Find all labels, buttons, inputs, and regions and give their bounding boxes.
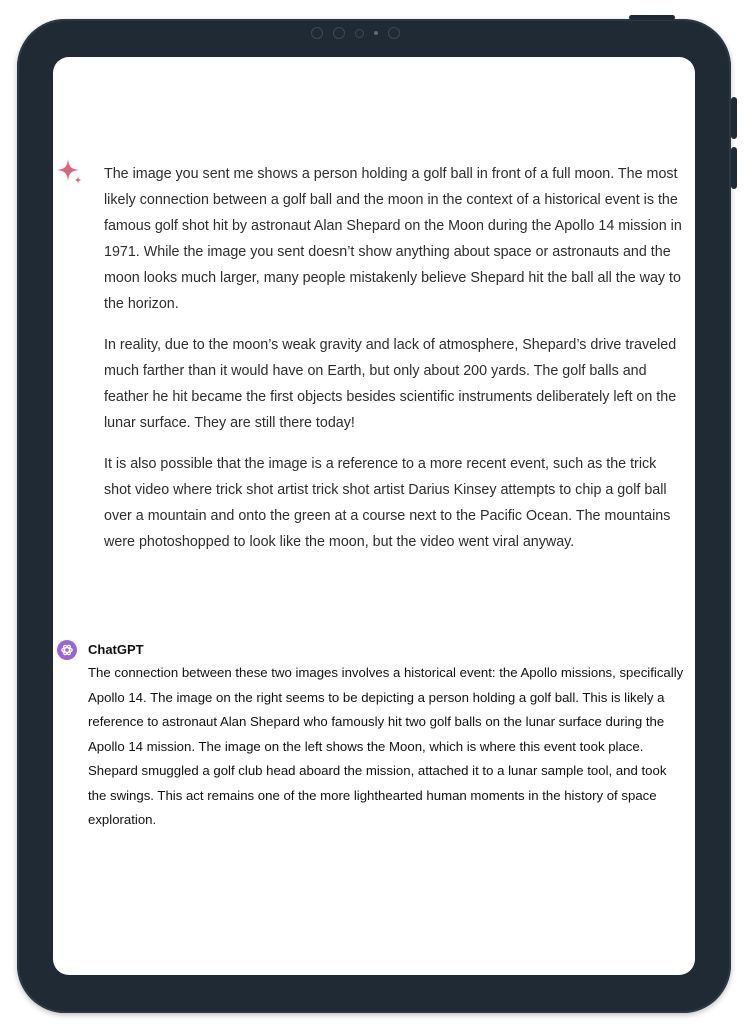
- volume-button-lower: [731, 147, 737, 189]
- screen: [53, 57, 695, 975]
- response-paragraph: In reality, due to the moon’s weak gravity and lack of atmosphere, Shepard’s drive traveled much farther than it would have on Earth, but only about 200 yards. The golf balls and feather he hit became the first objects besides scientific instruments deliberately left on the lunar surface. They are still there today!: [104, 337, 677, 431]
- sensor-icon: [388, 27, 400, 39]
- chatgpt-logo-icon: [57, 640, 77, 660]
- volume-button: [731, 97, 737, 139]
- tablet-frame: [17, 19, 731, 1013]
- chatgpt-name-label: ChatGPT: [88, 642, 144, 657]
- response-paragraph: The image you sent me shows a person holding a golf ball in front of a full moon. The most likely connection between a golf ball and the moon in the context of a historical event is the famous golf shot hit by astronaut Alan Shepard on the Moon during the Apollo 14 mission in 1971. While the image you sent doesn’t show anything about space or astronauts and the moon looks much larger, many people mistakenly believe Shepard hit the ball all the way to the horizon.: [104, 166, 682, 312]
- camera-icon: [374, 31, 378, 35]
- chatgpt-message-text: The connection between these two images involves a historical event: the Apollo missions, specifically Apollo 14. The image on the right seems to be depicting a person holding a golf ball. This is likely a reference to astronaut Alan Shepard who famously hit two golf balls on the lunar surface during the Apollo 14 mission. The image on the left shows the Moon, which is where this event took place. Shepard smuggled a golf club head aboard the mission, attached it to a lunar sample tool, and took the swings. This act remains one of the more lighthearted human moments in the history of space exploration.: [88, 665, 684, 827]
- gemini-response-text: [104, 161, 684, 570]
- power-button: [629, 15, 675, 20]
- sensor-icon: [311, 27, 323, 39]
- response-paragraph: It is also possible that the image is a reference to a more recent event, such as the trick shot video where trick shot artist trick shot artist Darius Kinsey attempts to chip a golf ball over a mountain and onto the green at a course next to the Pacific Ocean. The mountains were photoshopped to look like the moon, but the video went viral anyway.: [104, 456, 671, 550]
- sparkle-icon: [55, 157, 85, 187]
- sensor-icon: [355, 29, 364, 38]
- sensor-icon: [333, 27, 345, 39]
- camera-bar: [311, 27, 400, 39]
